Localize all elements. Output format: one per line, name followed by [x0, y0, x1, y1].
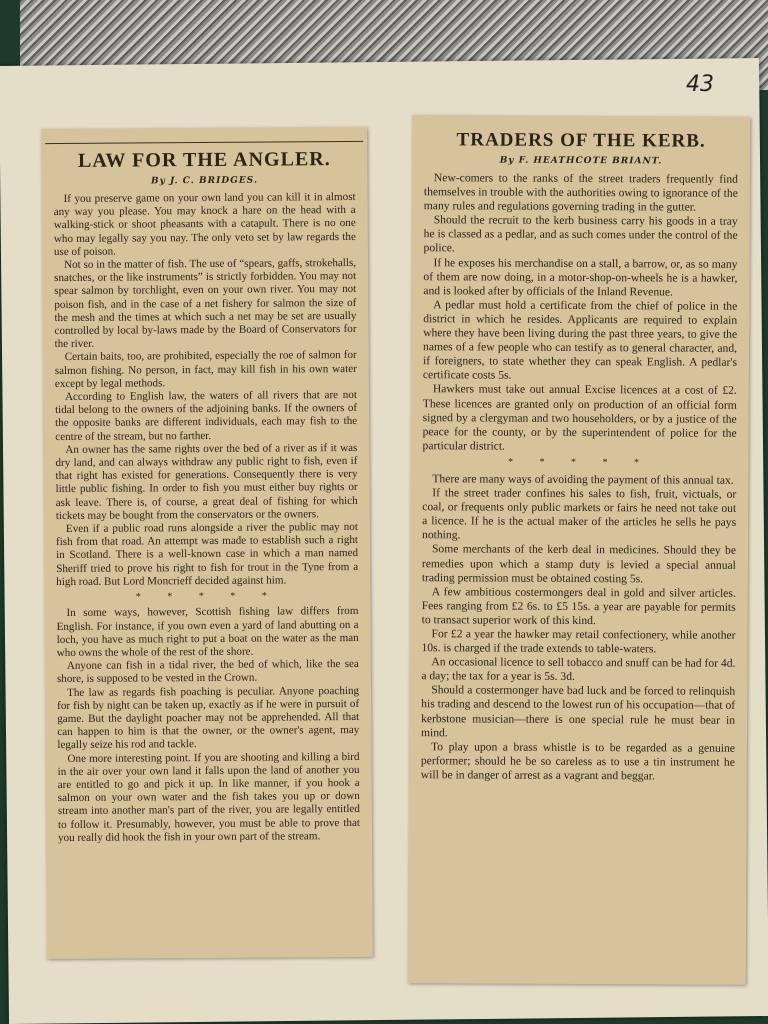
right-paragraph: Hawkers must take out annual Excise licences at a cost of £2. These licences are granted only on production of an official form signed by a clergyman and two householders, or by a justice of the peace for the county, or by the superintendent of police for the particular district. — [422, 382, 737, 453]
right-article-byline: By F. HEATHCOTE BRIANT. — [499, 155, 663, 167]
left-paragraph: In some ways, however, Scottish fishing law differs from English. For instance, if you own even a yard of land abutting on a loch, you have as much right to put a boat on the water as the man who owns the whole of the rest of the shore. — [56, 605, 359, 659]
right-clipping — [408, 115, 751, 985]
right-paragraph: If the street trader confines his sales to fish, fruit, victuals, or coal, or frequents only public markets or fairs he need not take out a licence. If he is the actual maker of the articles he sells he pays nothing. — [422, 486, 737, 542]
right-section-separator: * * * * * — [507, 456, 651, 469]
left-paragraph: An owner has the same rights over the bed of a river as if it was dry land, and can always withdraw any public right to fish, even if that right has existed for generations. Consequently there is very little public fishing. In order to fish you must either buy rights or ask leave. There is, of course, a great deal of fishing for which tickets may be bought from the conservators or the owners. — [55, 441, 358, 522]
right-paragraph: Should a costermonger have bad luck and be forced to relinquish his trading and descend to the lowest run of his occupation—that of kerbstone musician—there is one special rule he must bear in mind. — [421, 683, 736, 739]
right-paragraph: A few ambitious costermongers deal in gold and silver articles. Fees ranging from £2 6s. to £5 15s. a year are payable for permits to transact superior work of this kind. — [421, 584, 736, 627]
right-article-body — [409, 171, 750, 784]
right-paragraph: A pedlar must hold a certificate from the chief of police in the district in which he resides. Applicants are required to explain where they have been living during the past three years, to give the names of a few people who can testify as to general character, and, if foreigners, to state whether they can speak English. A pedlar's certificate costs 5s. — [422, 298, 738, 382]
left-clipping — [41, 127, 373, 959]
right-paragraph: There are many ways of avoiding the payment of this annual tax. — [432, 472, 734, 487]
left-paragraph: If you preserve game on your own land you can kill it in almost any way you please. You may knock a hare on the head with a walking-stick or shoot pheasants with a catapult. There is no one who may legally say you nay. The only veto set by law regards the use of poison. — [53, 190, 356, 258]
right-paragraph: An occasional licence to sell tobacco and snuff can be had for 4d. a day; the tax for a year is 5s. 3d. — [421, 655, 736, 684]
right-paragraph: Some merchants of the kerb deal in medicines. Should they be remedies upon which a stamp duty is levied a special annual trading permission must be obtained costing 5s. — [421, 542, 737, 585]
right-paragraph: To play upon a brass whistle is to be regarded as a genuine performer; should he be so careless as to use a tin instrument he will be in danger of arrest as a vagrant and beggar. — [420, 739, 735, 783]
left-article-byline: By J. C. BRIDGES. — [150, 175, 259, 187]
left-paragraph: Even if a public road runs alongside a river the public may not fish from that road. An attempt was made to establish such a right in Scotland. There is a well-known case in which a man named Sheriff tried to prove his right to fish for trout in the Tyne from a high road. But Lord Moncrieff decided against him. — [55, 521, 359, 588]
left-paragraph: Certain baits, too, are prohibited, especially the roe of salmon for salmon fishing. No person, in fact, may kill fish in his own water except by legal methods. — [54, 349, 357, 390]
page-number: 43 — [686, 72, 714, 97]
right-paragraph: If he exposes his merchandise on a stall, a barrow, or, as so many of them are now doing, in a motor-shop-on-wheels he is a hawker, and is looked after by officials of the Inland Revenue. — [423, 255, 738, 299]
left-section-separator: * * * * * — [135, 590, 279, 603]
left-paragraph: One more interesting point. If you are shooting and killing a bird in the air over your own land it falls upon the land of another you are entitled to go and pick it up. In like manner, if you hook a salmon on your own water and the fish takes you up or down stream into another man's part of the river, you are legally entitled to follow it. Presumably, however, you must be able to prove that you really did hook the fish in your own part of the stream. — [57, 750, 360, 844]
right-paragraph: Should the recruit to the kerb business carry his goods in a tray he is classed as a pedlar, and as such comes under the control of the police. — [423, 213, 738, 255]
left-paragraph: Not so in the matter of fish. The use of “spears, gaffs, strokehalls, snatches, or the like instruments” is strictly forbidden. You may not spear salmon by torchlight, even on your own river. You may not poison fish, and in the case of a net fishery for salmon the size of the mesh and the times at which such a net may be set are usually controlled by local by-laws made by the Board of Conservators for the river. — [54, 256, 357, 351]
left-paragraph: The law as regards fish poaching is peculiar. Anyone poaching for fish by night can be taken up, exactly as if he were in pursuit of game. But the daylight poacher may not be apprehended. All that can happen to him is that the owner, or the owner's agent, may legally seize his rod and tackle. — [57, 684, 360, 752]
right-paragraph: For £2 a year the hawker may retail confectionery, while another 10s. is charged if the trade extends to table-waters. — [421, 627, 736, 656]
right-article-title: TRADERS OF THE KERB. — [456, 129, 706, 152]
left-article-body — [42, 191, 373, 845]
left-article-title: LAW FOR THE ANGLER. — [45, 141, 363, 173]
left-paragraph: According to English law, the waters of all rivers that are not tidal belong to the owners of the adjoining banks. If the owners of the opposite banks are different individuals, each may fish to the centre of the stream, but no farther. — [55, 388, 358, 443]
right-paragraph: New-comers to the ranks of the street traders frequently find themselves in trouble with the authorities owing to ignorance of the many rules and regulations governing trading in the gutter. — [423, 171, 738, 214]
left-paragraph: Anyone can fish in a tidal river, the bed of which, like the sea shore, is supposed to be vested in the Crown. — [56, 658, 359, 686]
